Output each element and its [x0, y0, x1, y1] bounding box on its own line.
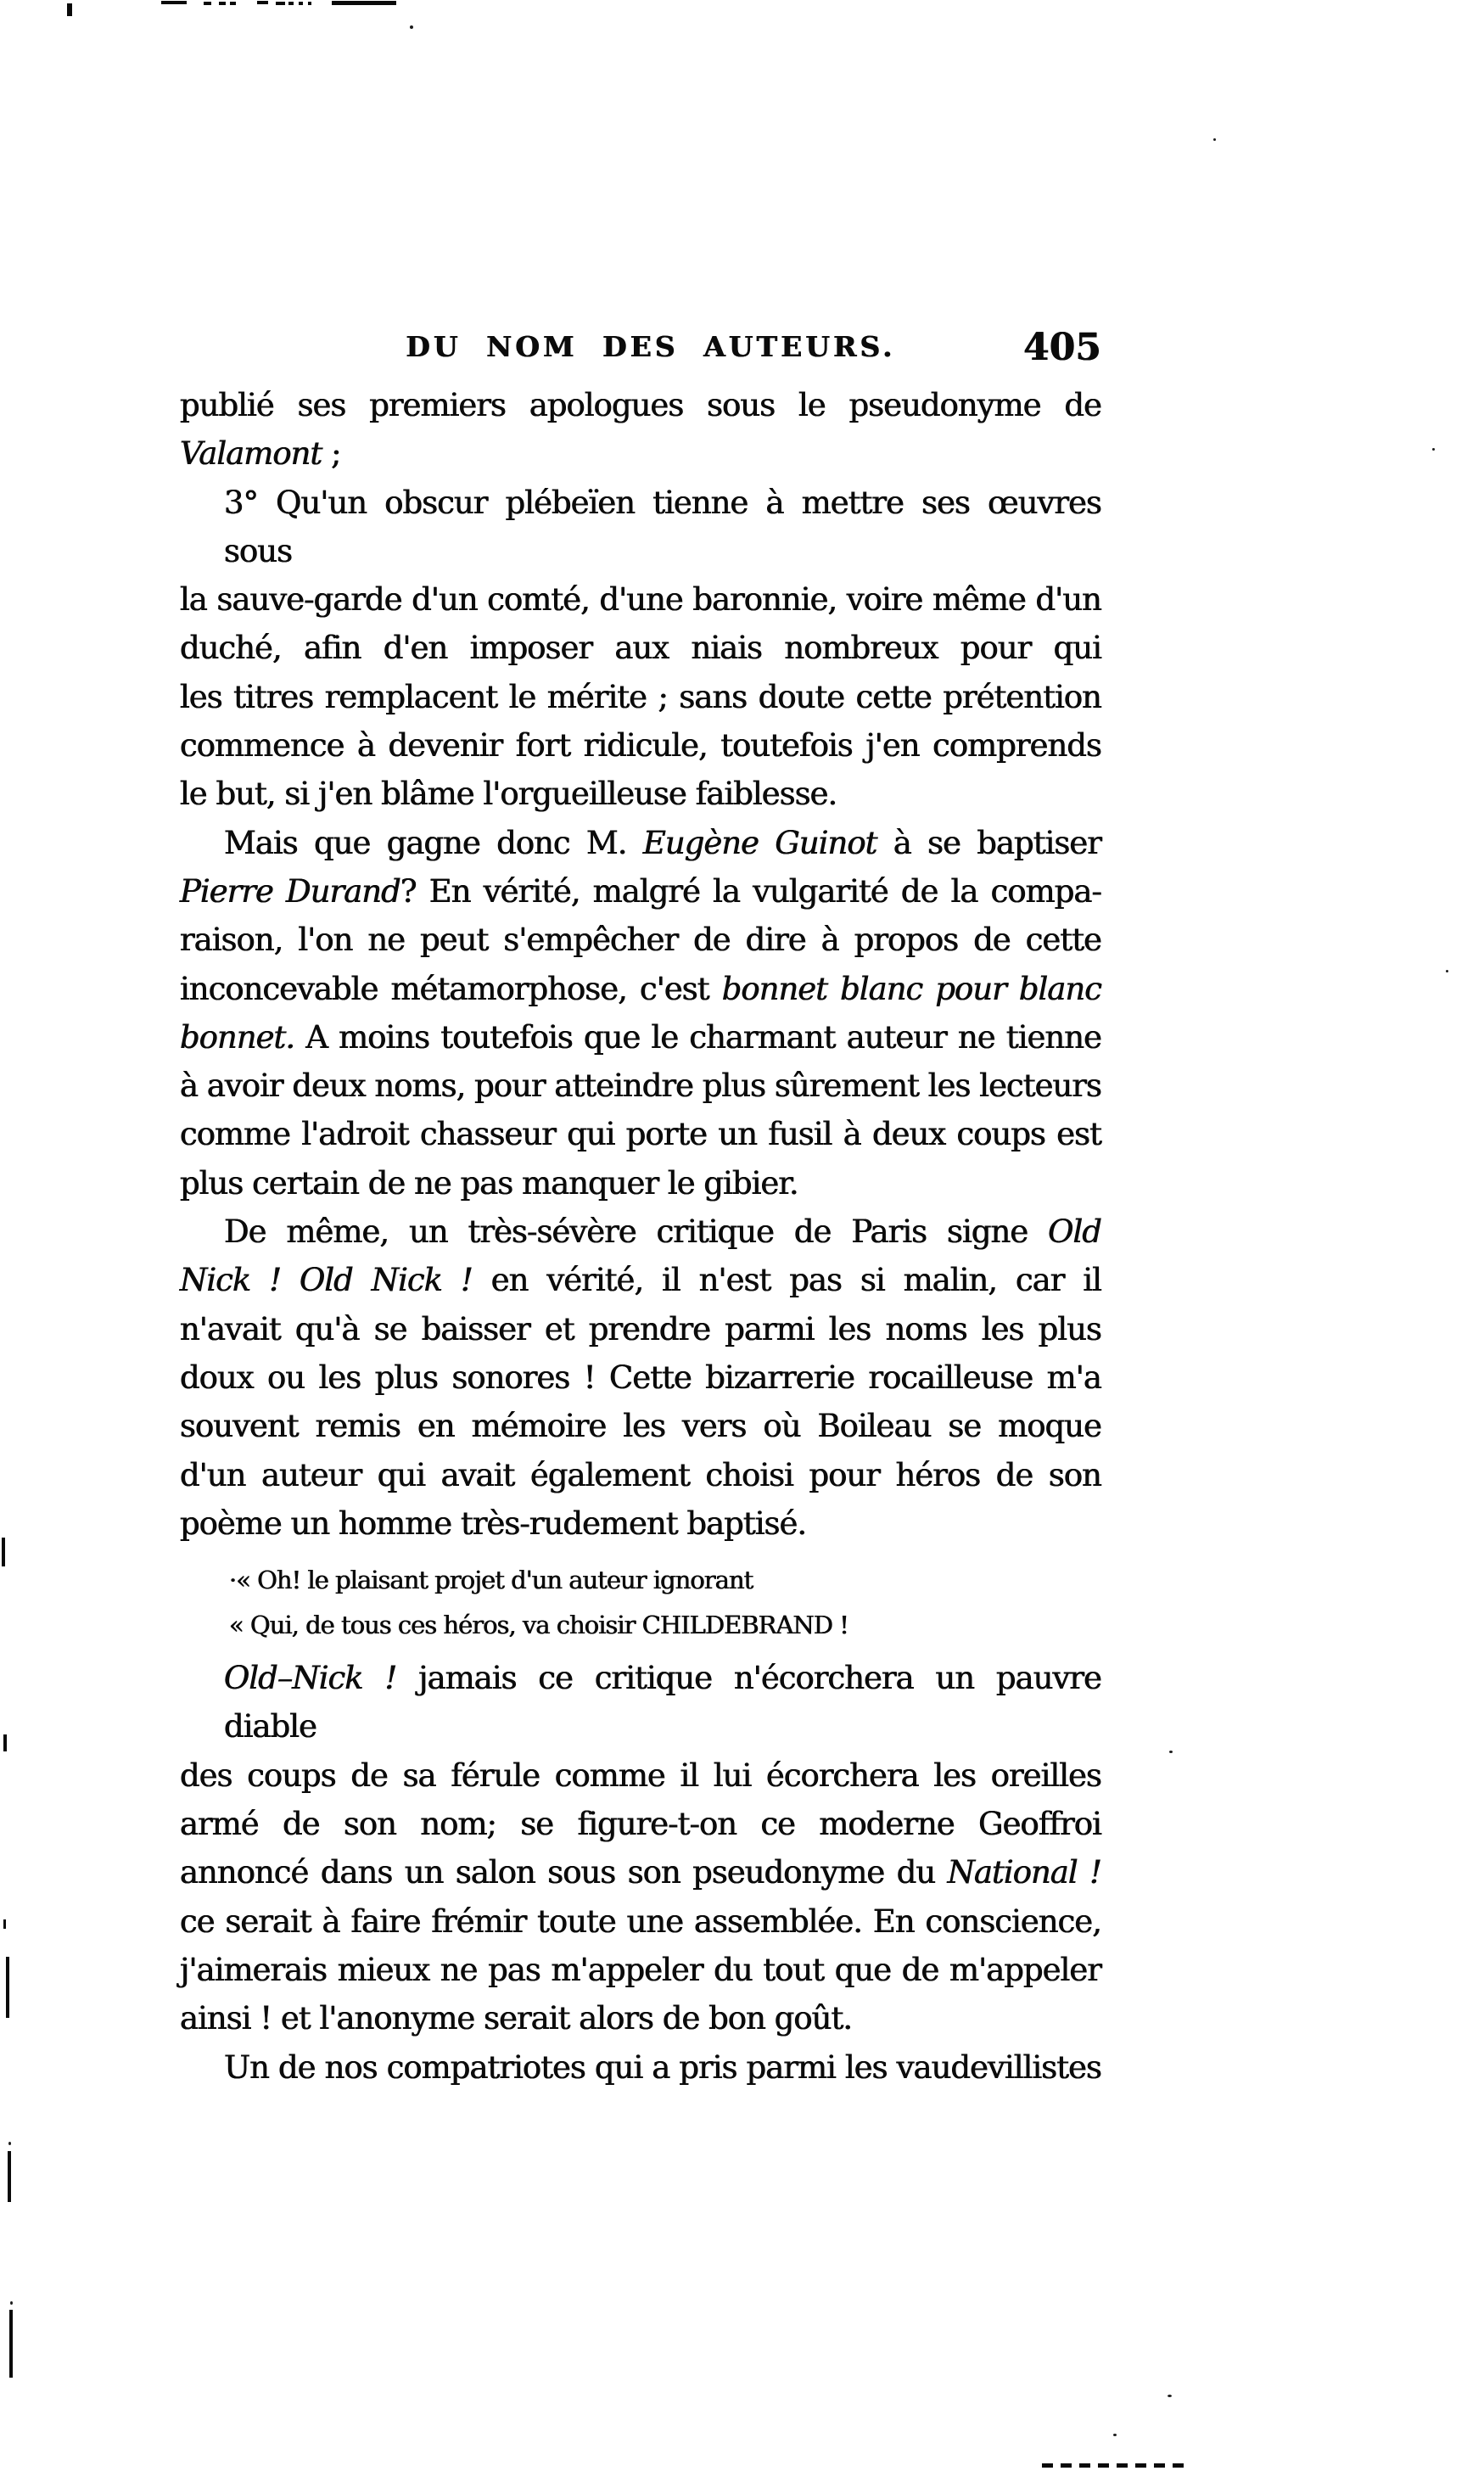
text-line — [180, 1062, 1101, 1110]
verse-line — [180, 1558, 1101, 1603]
text-segment: Mais que gagne donc M. — [224, 824, 643, 861]
margin-mark-6 — [9, 2310, 13, 2378]
text-line — [180, 867, 1101, 916]
text-line — [180, 819, 1101, 867]
ink-dash — [288, 2, 294, 5]
text-segment: duché, afin d'en imposer aux niais nombreux pour qui — [180, 630, 1101, 667]
italic-segment: bonnet blanc pour blanc — [721, 970, 1101, 1007]
text-segment: à se baptiser — [876, 824, 1101, 861]
text-segment: armé de son nom; se figure-t-on ce moderne Geoffroi — [180, 1806, 1101, 1843]
text-line — [180, 479, 1101, 576]
ink-speck — [1168, 2395, 1172, 2397]
ink-mark-top-left — [67, 3, 72, 16]
text-line — [180, 1994, 1101, 2042]
text-segment: Un de nos compatriotes qui a pris parmi les vaudevillistes — [224, 2048, 1101, 2086]
text-segment: raison, l'on ne peut s'empêcher de dire à propos de cette — [180, 922, 1101, 959]
italic-segment: Eugène Guinot — [642, 824, 877, 861]
text-line — [180, 1751, 1101, 1800]
text-segment: souvent remis en mémoire les vers où Boileau se moque — [180, 1408, 1101, 1445]
text-segment: ? En vérité, malgré la vulgarité de la compa- — [400, 872, 1101, 910]
page-number: 405 — [1023, 326, 1101, 369]
ink-speck — [1446, 970, 1448, 972]
ink-dash — [219, 2, 226, 5]
text-segment: le but, si j'en blâme l'orgueilleuse faiblesse. — [180, 776, 837, 813]
text-segment: publié ses premiers apologues sous le pseudonyme de — [180, 387, 1101, 423]
italic-segment: Nick ! Old Nick ! — [180, 1262, 473, 1299]
top-edge-line — [332, 1, 396, 5]
italic-segment: Pierre Durand — [180, 872, 400, 910]
ink-dash — [161, 1, 187, 4]
ink-dash — [230, 2, 236, 5]
text-line — [180, 429, 1101, 478]
text-line — [180, 381, 1101, 429]
text-line — [180, 1256, 1101, 1304]
text-segment: jamais ce critique n'écorchera un pauvre diable — [224, 1660, 1101, 1745]
ink-speck — [410, 25, 413, 29]
text-segment: la sauve-garde d'un comté, d'une baronnie, voire même d'un — [180, 581, 1101, 619]
text-segment: des coups de sa férule comme il lui écorchera les oreilles — [180, 1757, 1101, 1794]
ink-speck — [1213, 138, 1216, 141]
text-segment: doux ou les plus sonores ! Cette bizarrerie rocailleuse m'a — [180, 1359, 1101, 1396]
ink-dash — [257, 1, 268, 4]
text-line — [180, 965, 1101, 1013]
text-line — [180, 1353, 1101, 1402]
text-line — [180, 1654, 1101, 1751]
text-line — [180, 673, 1101, 721]
ink-dash — [276, 2, 285, 5]
text-segment: n'avait qu'à se baisser et prendre parmi les noms les plus — [180, 1310, 1101, 1348]
text-segment: inconcevable métamorphose, c'est — [180, 970, 722, 1007]
text-segment: A moins toutefois que le charmant auteur ne tienne — [294, 1018, 1101, 1056]
margin-mark-4 — [6, 1957, 9, 2018]
text-line — [180, 1013, 1101, 1062]
text-line — [180, 1946, 1101, 1994]
text-segment: plus certain de ne pas manquer le gibier. — [180, 1164, 798, 1202]
margin-mark-3 — [3, 1919, 6, 1929]
text-segment: 3° Qu'un obscur plébeïen tienne à mettre ses œuvres sous — [224, 484, 1101, 569]
text-line — [180, 1848, 1101, 1897]
text-line — [180, 1207, 1101, 1256]
text-segment: ; — [322, 435, 341, 473]
text-line — [180, 1402, 1101, 1450]
text-line — [180, 721, 1101, 770]
italic-segment: Old — [1048, 1213, 1101, 1251]
text-segment: j'aimerais mieux ne pas m'appeler du tout que de m'appeler — [180, 1951, 1101, 1988]
italic-segment: Old–Nick ! — [224, 1660, 397, 1697]
ink-speck — [1169, 1751, 1173, 1753]
margin-dot-6 — [10, 2301, 13, 2305]
ink-dash — [308, 2, 311, 5]
text-segment: « Qui, de tous ces héros, va choisir CHILDEBRAND ! — [229, 1611, 848, 1640]
text-segment: à avoir deux noms, pour atteindre plus sûrement les lecteurs — [180, 1067, 1101, 1105]
text-segment: De même, un très-sévère critique de Paris signe — [224, 1213, 1049, 1251]
text-segment: poème un homme très-rudement baptisé. — [180, 1504, 807, 1542]
ink-speck — [1113, 2434, 1117, 2436]
text-line — [180, 575, 1101, 624]
running-header: DU NOM DES AUTEURS. — [406, 330, 896, 363]
ink-speck — [1432, 448, 1435, 451]
margin-mark-1 — [2, 1538, 5, 1566]
verse-line — [180, 1603, 1101, 1648]
margin-mark-5 — [8, 2151, 11, 2202]
text-line — [180, 2043, 1101, 2092]
text-segment: ainsi ! et l'anonyme serait alors de bon goût. — [180, 2000, 853, 2037]
text-line — [180, 1110, 1101, 1158]
text-segment: ·« Oh! le plaisant projet d'un auteur ignorant — [229, 1566, 753, 1595]
text-line — [180, 1305, 1101, 1353]
text-line — [180, 916, 1101, 964]
margin-dot-5 — [8, 2142, 11, 2145]
ink-dash — [299, 2, 303, 5]
text-segment: en vérité, il n'est pas si malin, car il — [472, 1262, 1101, 1299]
italic-segment: Valamont — [180, 435, 322, 473]
italic-segment: bonnet. — [180, 1018, 295, 1056]
margin-mark-2 — [3, 1734, 7, 1751]
text-segment: ce serait à faire frémir toute une assemblée. En conscience, — [180, 1902, 1101, 1940]
text-line — [180, 770, 1101, 818]
text-block — [180, 381, 1101, 2092]
italic-segment: National ! — [947, 1854, 1101, 1891]
text-line — [180, 1451, 1101, 1499]
ink-dash — [204, 2, 211, 5]
text-segment: comme l'adroit chasseur qui porte un fusil à deux coups est — [180, 1116, 1101, 1153]
text-line — [180, 624, 1101, 672]
text-line — [180, 1499, 1101, 1548]
text-segment: d'un auteur qui avait également choisi pour héros de son — [180, 1456, 1101, 1493]
text-line — [180, 1897, 1101, 1946]
text-segment: annoncé dans un salon sous son pseudonyme du — [180, 1854, 948, 1891]
text-line — [180, 1800, 1101, 1848]
bottom-dotted-line — [1042, 2463, 1190, 2468]
text-line — [180, 1159, 1101, 1207]
text-segment: les titres remplacent le mérite ; sans doute cette prétention — [180, 678, 1101, 715]
text-segment: commence à devenir fort ridicule, toutefois j'en comprends — [180, 727, 1101, 765]
